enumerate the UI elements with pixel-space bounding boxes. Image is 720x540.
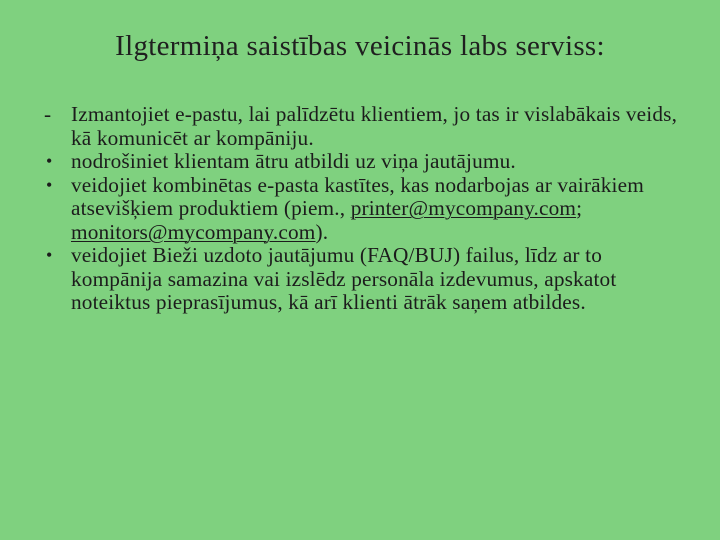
link-separator: ; (576, 196, 583, 220)
bullet-marker: • (46, 245, 53, 265)
list-item (44, 174, 694, 245)
printer-email-link[interactable]: printer@mycompany.com (350, 196, 577, 220)
list-item-text-end: ). (315, 219, 329, 244)
slide-title: Ilgtermiņa saistības veicinās labs serviss: (115, 30, 605, 62)
bullet-marker: • (46, 174, 53, 195)
dash-marker: - (44, 102, 52, 126)
bullet-marker: • (46, 151, 53, 171)
monitors-email-link[interactable]: monitors@mycompany.com (71, 219, 316, 244)
list-item (44, 103, 694, 150)
list-item-text: Izmantojiet e-pastu, lai palīdzētu klientiem, jo tas ir vislabākais veids, kā komunicēt ar kompāniju. (71, 102, 678, 150)
list-item-text: veidojiet Bieži uzdoto jautājumu (FAQ/BUJ) failus, līdz ar to kompānija samazina vai izslēdz personāla izdevumus, apskatot noteiktus pieprasījumus, kā arī klienti ātrāk saņem atbildes. (71, 243, 617, 314)
list-item-text: veidojiet kombinētas e-pasta kastītes, kas nodarbojas ar vairākiem atsevišķiem produktiem (piem., (71, 172, 644, 220)
list-item-text: nodrošiniet klientam ātru atbildi uz viņa jautājumu. (71, 149, 516, 173)
list-item (44, 244, 694, 315)
list-item (44, 150, 694, 174)
bullet-list (44, 103, 694, 315)
